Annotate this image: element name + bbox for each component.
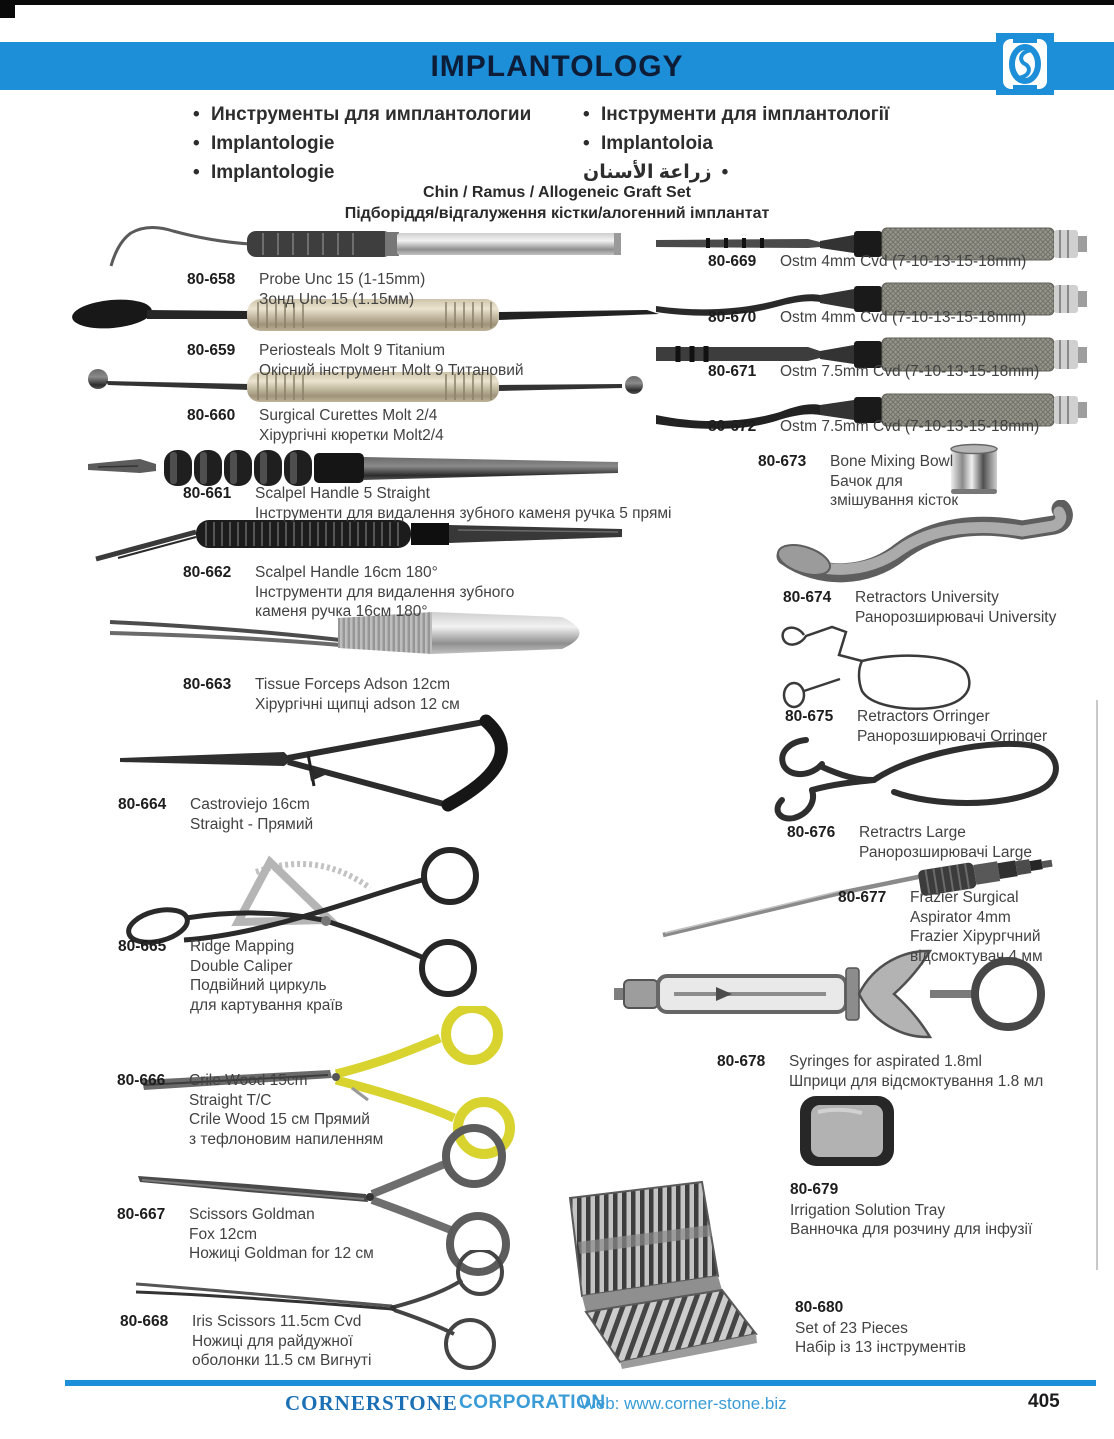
item-description: Retractors Orringer Ранорозширювачі Orringer xyxy=(857,708,1048,745)
item-code: 80-662 xyxy=(183,564,232,581)
section-banner xyxy=(0,42,1114,90)
catalog-item-80-674 xyxy=(783,588,1056,627)
language-item: • Implantoloia xyxy=(583,129,889,158)
language-list-right xyxy=(583,100,889,187)
item-description: Periosteals Molt 9 Titanium Окісний інструмент Molt 9 Титановий xyxy=(259,342,524,379)
item-description: Scalpel Handle 5 Straight Інструменти для видалення зубного каменя ручка 5 прямі xyxy=(255,485,672,522)
bullet-icon: • xyxy=(193,104,200,125)
catalog-item-80-662 xyxy=(183,563,514,622)
item-code: 80-672 xyxy=(708,418,757,435)
catalog-item-80-671 xyxy=(708,362,1039,382)
item-code: 80-661 xyxy=(183,485,232,502)
item-code: 80-677 xyxy=(838,889,887,906)
instrument-image-university-retractor xyxy=(770,500,1085,593)
catalog-item-80-680 xyxy=(795,1298,966,1358)
item-code: 80-676 xyxy=(787,824,836,841)
item-description: Ostm 4mm Cvd (7-10-13-15-18mm) xyxy=(780,309,1027,326)
catalog-item-80-665 xyxy=(118,937,343,1015)
item-description: Iris Scissors 11.5cm Cvd Ножиці для райдужної оболонки 11.5 см Вигнуті xyxy=(192,1313,372,1369)
footer-website: Web: www.corner-stone.biz xyxy=(580,1394,787,1413)
page-edge-line xyxy=(1096,700,1098,1270)
item-description: Ostm 7.5mm Cvd (7-10-13-15-18mm) xyxy=(780,363,1040,380)
catalog-item-80-661 xyxy=(183,484,671,523)
bullet-icon: • xyxy=(193,162,200,183)
instrument-image-probe xyxy=(85,220,625,275)
catalog-item-80-677 xyxy=(838,888,1043,966)
catalog-item-80-658 xyxy=(187,270,425,309)
item-code: 80-669 xyxy=(708,253,757,270)
item-code: 80-675 xyxy=(785,708,834,725)
catalog-item-80-664 xyxy=(118,795,313,834)
bullet-icon: • xyxy=(193,133,200,154)
item-code: 80-665 xyxy=(118,938,167,955)
item-description: Ostm 4mm Cvd (7-10-13-15-18mm) xyxy=(780,253,1027,270)
item-code: 80-658 xyxy=(187,271,236,288)
item-description: Castroviejo 16cm Straight - Прямий xyxy=(190,796,314,833)
item-code: 80-670 xyxy=(708,309,757,326)
item-description: Retractrs Large Ранорозширювачі Large xyxy=(859,824,1032,861)
catalog-item-80-670 xyxy=(708,308,1026,328)
language-item: • Інструменти для імплантології xyxy=(583,100,889,129)
catalog-item-80-675 xyxy=(785,707,1047,746)
item-description: Tissue Forceps Adson 12cm Хірургічні щипці adson 12 см xyxy=(255,676,460,713)
item-code: 80-663 xyxy=(183,676,232,693)
bullet-icon: • xyxy=(721,162,729,183)
language-item: • Implantologie xyxy=(193,158,531,187)
item-description: Ridge Mapping Double Caliper Подвійний циркуль для картування країв xyxy=(190,938,343,1014)
language-item-arabic: زراعة الأسنان • xyxy=(583,158,889,187)
item-description: Syringes for aspirated 1.8ml Шприци для відсмоктування 1.8 мл xyxy=(789,1053,1044,1090)
language-item: • Implantologie xyxy=(193,129,531,158)
catalog-item-80-660 xyxy=(187,406,444,445)
item-code: 80-680 xyxy=(795,1299,844,1316)
item-code: 80-660 xyxy=(187,407,236,424)
item-description: Frazier Surgical Aspirator 4mm Frazier Хірургчний відсмоктувач 4 мм xyxy=(910,889,1043,965)
catalog-item-80-669 xyxy=(708,252,1026,272)
language-item: • Инструменты для имплантологии xyxy=(193,100,531,129)
footer-brand: CORNERSTONE xyxy=(285,1391,458,1415)
item-code: 80-671 xyxy=(708,363,757,380)
footer-rule xyxy=(65,1380,1096,1386)
item-description: Crile Wood 15cm Straight T/C Crile Wood 15 см Прямий з тефлоновим напиленням xyxy=(189,1072,384,1148)
catalog-item-80-672 xyxy=(708,417,1039,437)
bullet-icon: • xyxy=(583,133,590,154)
item-code: 80-664 xyxy=(118,796,167,813)
item-description: Scissors Goldman Fox 12cm Ножиці Goldman for 12 см xyxy=(189,1206,374,1262)
catalog-item-80-659 xyxy=(187,341,524,380)
page-number: 405 xyxy=(1028,1391,1060,1412)
item-code: 80-678 xyxy=(717,1053,766,1070)
item-description: Probe Unc 15 (1-15mm) Зонд Unc 15 (1.15мм) xyxy=(259,271,426,308)
bullet-icon: • xyxy=(583,104,590,125)
catalog-item-80-678 xyxy=(717,1052,1043,1091)
cornerstone-logo-icon xyxy=(996,33,1054,101)
section-title: IMPLANTOLOGY xyxy=(430,50,684,83)
catalog-item-80-663 xyxy=(183,675,460,714)
instrument-image-instrument-case xyxy=(550,1178,770,1375)
catalog-item-80-667 xyxy=(117,1205,374,1264)
instrument-image-irrigation-tray xyxy=(798,1092,898,1175)
page-top-border xyxy=(0,0,1114,5)
catalog-item-80-679 xyxy=(790,1180,1032,1240)
item-code: 80-673 xyxy=(758,453,807,470)
item-code: 80-667 xyxy=(117,1206,166,1223)
scan-corner-mark xyxy=(0,0,15,18)
item-description: Irrigation Solution Tray Ванночка для розчину для інфузії xyxy=(790,1201,1033,1238)
item-code: 80-659 xyxy=(187,342,236,359)
item-code: 80-679 xyxy=(790,1181,839,1198)
item-description: Scalpel Handle 16cm 180° Інструменти для видалення зубного каменя ручка 16см 180° xyxy=(255,564,515,620)
catalog-item-80-676 xyxy=(787,823,1032,862)
set-title-uk: Підборіддя/відгалуження кістки/алогенний імплантат xyxy=(344,205,770,222)
footer-brand-suffix: CORPORATION xyxy=(459,1392,606,1413)
catalog-item-80-666 xyxy=(117,1071,383,1149)
language-list-left xyxy=(193,100,531,187)
item-code: 80-668 xyxy=(120,1313,169,1330)
item-description: Retractors University Ранорозширювачі University xyxy=(855,589,1057,626)
item-description: Ostm 7.5mm Cvd (7-10-13-15-18mm) xyxy=(780,418,1040,435)
item-code: 80-674 xyxy=(783,589,832,606)
item-description: Surgical Curettes Molt 2/4 Хірургічні кюретки Molt2/4 xyxy=(259,407,444,444)
set-title-en: Chin / Ramus / Allogeneic Graft Set xyxy=(423,184,691,201)
instrument-image-orringer-retractor xyxy=(772,615,987,722)
catalog-item-80-673 xyxy=(758,452,958,511)
item-description: Set of 23 Pieces Набір із 13 інструментів xyxy=(795,1319,966,1356)
catalog-item-80-668 xyxy=(120,1312,371,1371)
item-description: Bone Mixing Bowl Бачок для змішування кісток xyxy=(830,453,959,509)
item-code: 80-666 xyxy=(117,1072,166,1089)
